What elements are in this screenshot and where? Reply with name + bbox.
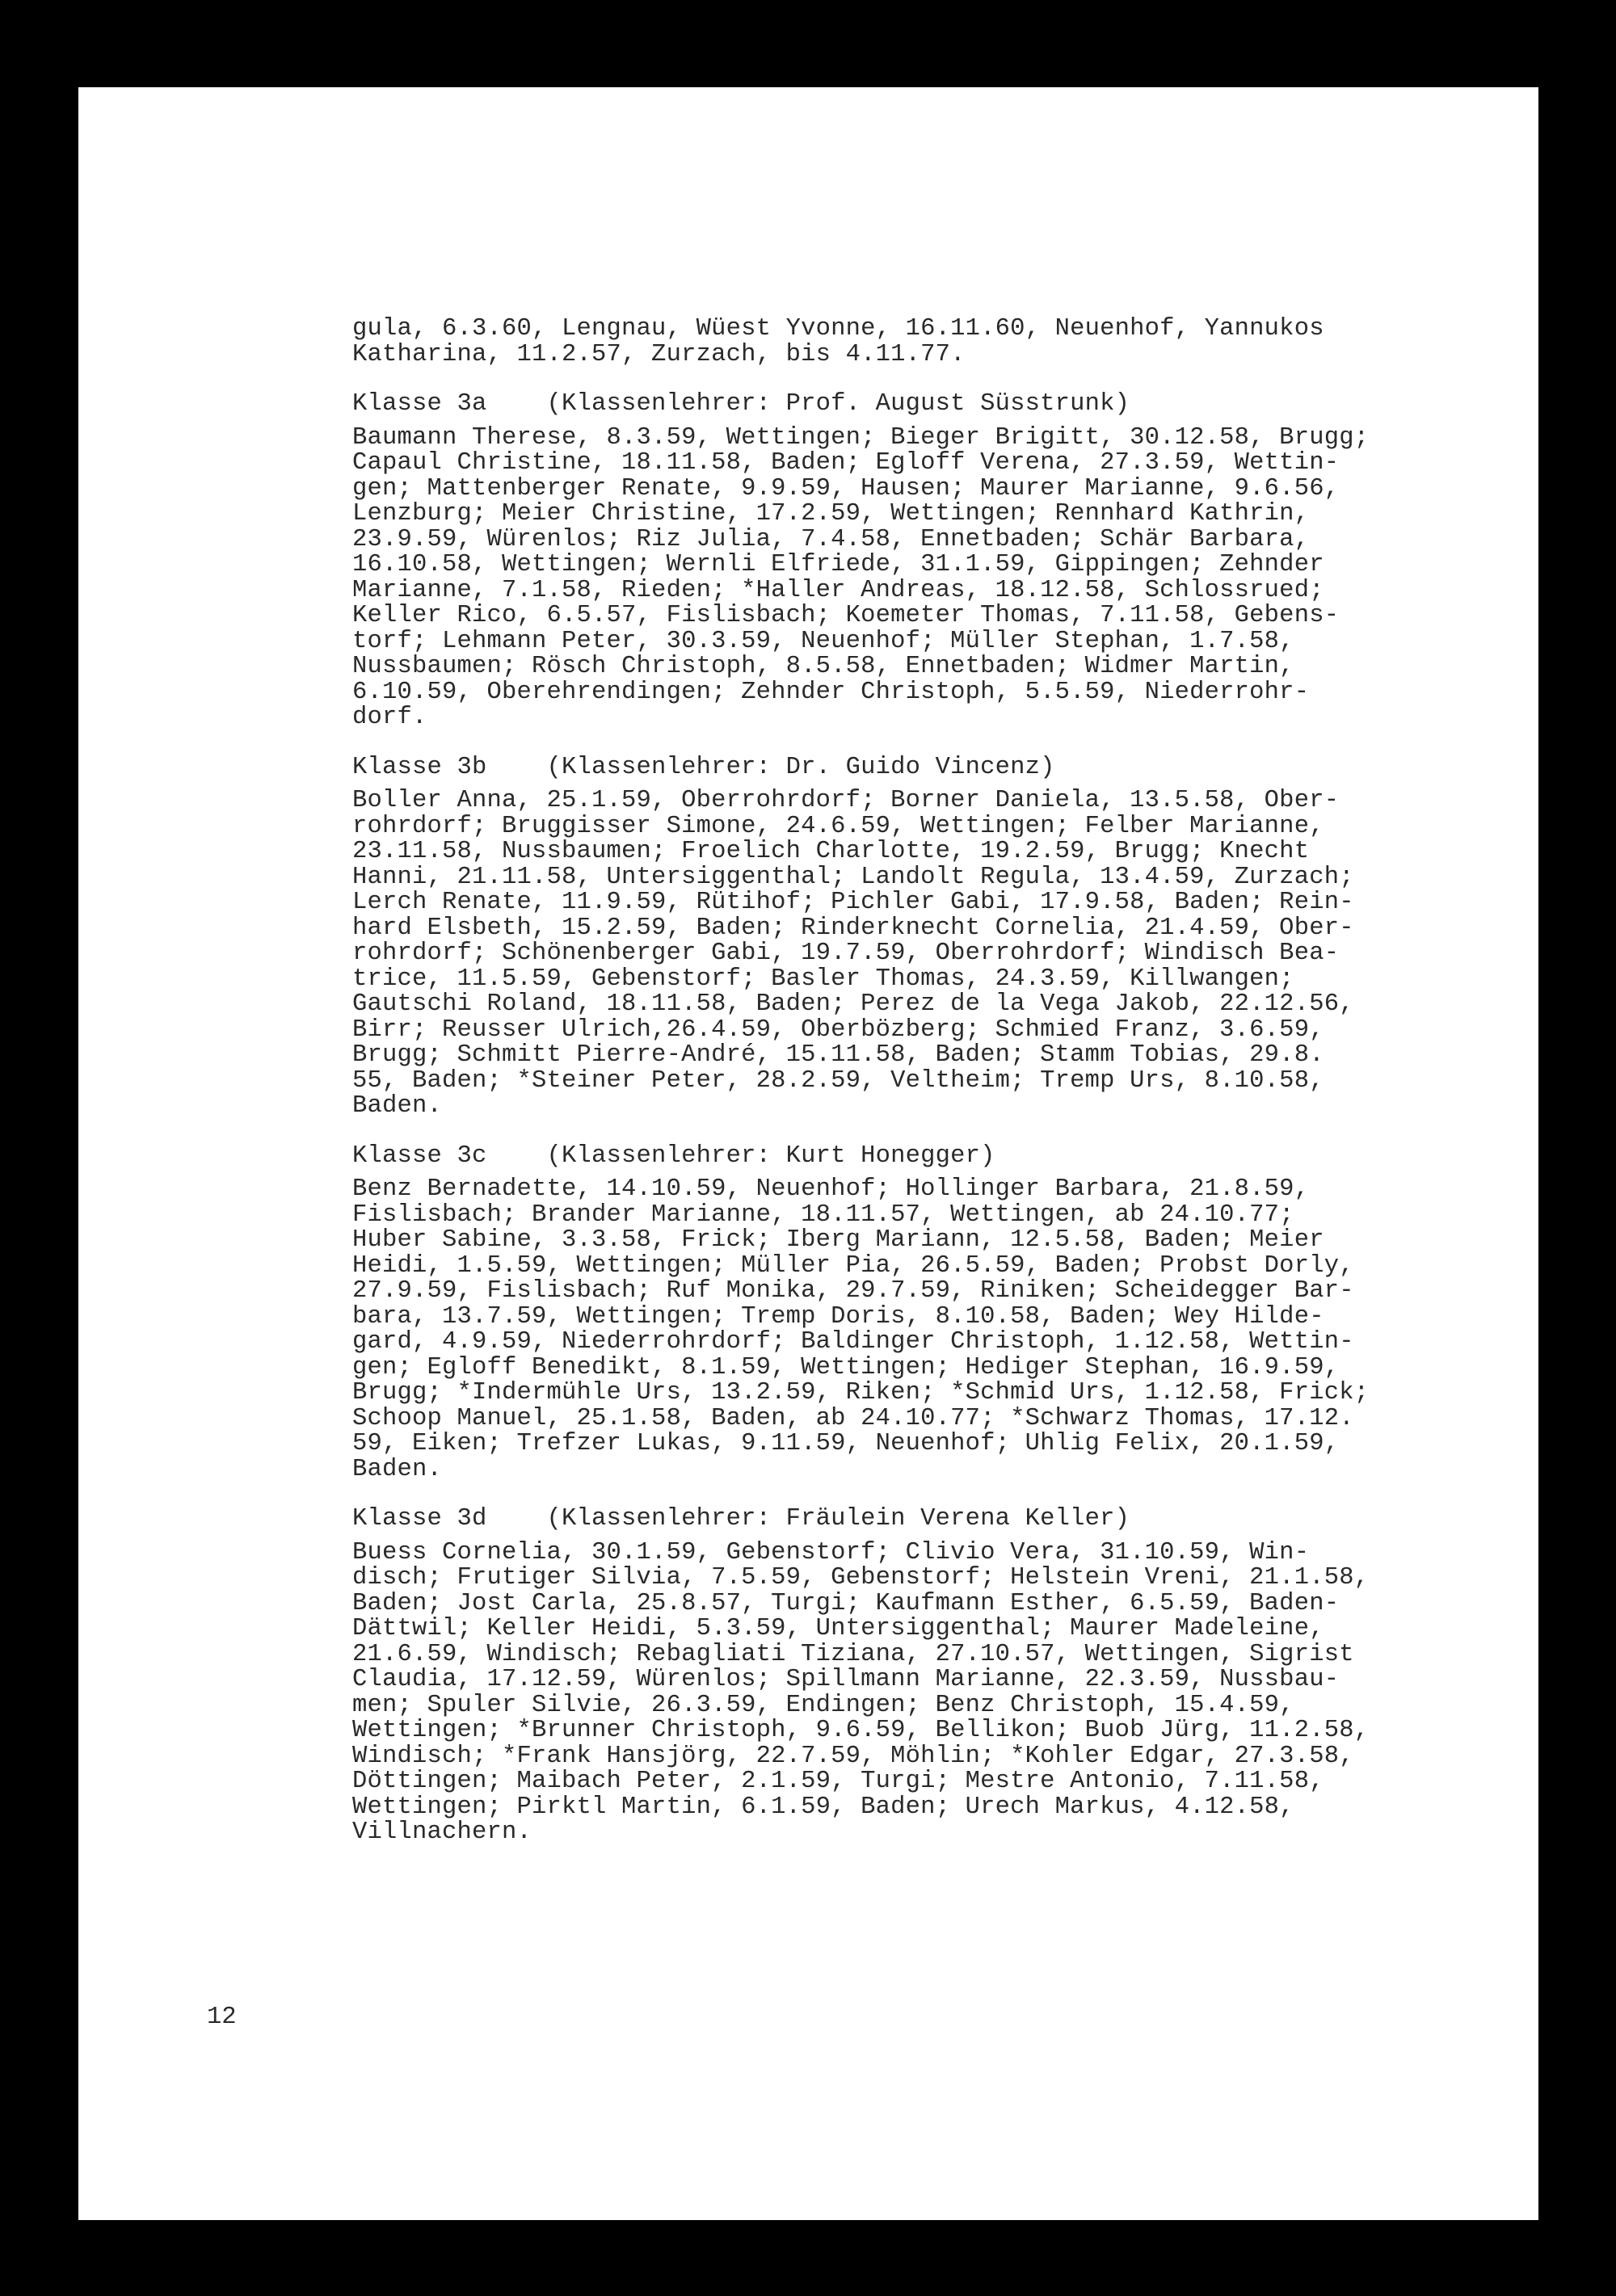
text-line: 23.11.58, Nussbaumen; Froelich Charlotte, 19.2.59, Brugg; Knecht [352,838,1310,865]
text-line: Baden; Jost Carla, 25.8.57, Turgi; Kaufmann Esther, 6.5.59, Baden- [352,1589,1340,1617]
text-line: Marianne, 7.1.58, Rieden; *Haller Andreas, 18.12.58, Schlossrued; [352,576,1324,604]
text-line: disch; Frutiger Silvia, 7.5.59, Gebenstorf; Helstein Vreni, 21.1.58, [352,1564,1370,1592]
text-line: Baden. [352,1092,443,1120]
class-heading: Klasse 3a (Klassenlehrer: Prof. August Süsstrunk) [352,390,1130,418]
text-line: trice, 11.5.59, Gebenstorf; Basler Thomas, 24.3.59, Killwangen; [352,965,1294,993]
text-line: 27.9.59, Fislisbach; Ruf Monika, 29.7.59, Riniken; Scheidegger Bar- [352,1277,1354,1305]
text-line: Wettingen; Pirktl Martin, 6.1.59, Baden; Urech Markus, 4.12.58, [352,1793,1294,1821]
text-line: 23.9.59, Würenlos; Riz Julia, 7.4.58, Ennetbaden; Schär Barbara, [352,525,1310,553]
text-line: Birr; Reusser Ulrich,26.4.59, Oberbözberg; Schmied Franz, 3.6.59, [352,1016,1324,1044]
text-line: Heidi, 1.5.59, Wettingen; Müller Pia, 26.5.59, Baden; Probst Dorly, [352,1251,1354,1280]
text-line: Fislisbach; Brander Marianne, 18.11.57, Wettingen, ab 24.10.77; [352,1201,1294,1229]
text-line: Capaul Christine, 18.11.58, Baden; Egloff Verena, 27.3.59, Wettin- [352,449,1340,477]
class-section-3d [352,1507,1411,1846]
text-line: Schoop Manuel, 25.1.58, Baden, ab 24.10.77; *Schwarz Thomas, 17.12. [352,1404,1354,1432]
text-line: 55, Baden; *Steiner Peter, 28.2.59, Veltheim; Tremp Urs, 8.10.58, [352,1066,1324,1095]
class-heading: Klasse 3c (Klassenlehrer: Kurt Honegger) [352,1142,995,1170]
text-line: Keller Rico, 6.5.57, Fislisbach; Koemeter Thomas, 7.11.58, Gebens- [352,602,1340,629]
text-line: Döttingen; Maibach Peter, 2.1.59, Turgi; Mestre Antonio, 7.11.58, [352,1768,1324,1795]
text-line: Boller Anna, 25.1.59, Oberrohrdorf; Borner Daniela, 13.5.58, Ober- [352,787,1340,814]
text-line: 21.6.59, Windisch; Rebagliati Tiziana, 27.10.57, Wettingen, Sigrist [352,1640,1354,1668]
text-line: torf; Lehmann Peter, 30.3.59, Neuenhof; Müller Stephan, 1.7.58, [352,627,1294,655]
text-line: hard Elsbeth, 15.2.59, Baden; Rinderknecht Cornelia, 21.4.59, Ober- [352,914,1354,942]
text-line: gen; Mattenberger Renate, 9.9.59, Hausen; Maurer Marianne, 9.6.56, [352,474,1340,503]
text-line: bara, 13.7.59, Wettingen; Tremp Doris, 8.10.58, Baden; Wey Hilde- [352,1302,1324,1331]
scan-border-bottom [0,2220,1616,2296]
text-line: Gautschi Roland, 18.11.58, Baden; Perez de la Vega Jakob, 22.12.56, [352,990,1354,1018]
text-line: Katharina, 11.2.57, Zurzach, bis 4.11.77. [352,340,966,368]
text-line: 59, Eiken; Trefzer Lukas, 9.11.59, Neuenhof; Uhlig Felix, 20.1.59, [352,1430,1340,1457]
text-line: rohrdorf; Schönenberger Gabi, 19.7.59, Oberrohrdorf; Windisch Bea- [352,940,1340,967]
text-line: Wettingen; *Brunner Christoph, 9.6.59, Bellikon; Buob Jürg, 11.2.58, [352,1717,1370,1744]
text-line: Villnachern. [352,1819,532,1846]
text-line: Baumann Therese, 8.3.59, Wettingen; Bieger Brigitt, 30.12.58, Brugg; [352,423,1370,452]
scan-border-left [0,0,78,2296]
text-line: Hanni, 21.11.58, Untersiggenthal; Landolt Regula, 13.4.59, Zurzach; [352,863,1354,891]
text-line: gard, 4.9.59, Niederrohrdorf; Baldinger Christoph, 1.12.58, Wettin- [352,1328,1354,1356]
page-number: 12 [207,2004,237,2031]
text-line: Buess Cornelia, 30.1.59, Gebenstorf; Clivio Vera, 31.10.59, Win- [352,1538,1310,1566]
text-line: men; Spuler Silvie, 26.3.59, Endingen; Benz Christoph, 15.4.59, [352,1691,1294,1719]
intro-paragraph [352,317,1411,368]
class-heading: Klasse 3b (Klassenlehrer: Dr. Guido Vincenz) [352,753,1055,781]
scan-border-top [0,0,1616,87]
text-line: Brugg; Schmitt Pierre-André, 15.11.58, Baden; Stamm Tobias, 29.8. [352,1041,1324,1069]
text-line: Brugg; *Indermühle Urs, 13.2.59, Riken; *Schmid Urs, 1.12.58, Frick; [352,1379,1370,1407]
text-line: dorf. [352,704,427,731]
text-line: Huber Sabine, 3.3.58, Frick; Iberg Mariann, 12.5.58, Baden; Meier [352,1226,1324,1254]
text-line: Lerch Renate, 11.9.59, Rütihof; Pichler Gabi, 17.9.58, Baden; Rein- [352,889,1354,916]
document-body [352,317,1411,1846]
text-line: Claudia, 17.12.59, Würenlos; Spillmann Marianne, 22.3.59, Nussbau- [352,1666,1340,1693]
class-section-3a [352,392,1411,731]
text-line: Baden. [352,1455,443,1483]
scan-border-right [1538,0,1616,2296]
text-line: Nussbaumen; Rösch Christoph, 8.5.58, Ennetbaden; Widmer Martin, [352,653,1294,680]
text-line: Benz Bernadette, 14.10.59, Neuenhof; Hollinger Barbara, 21.8.59, [352,1175,1310,1203]
text-line: Lenzburg; Meier Christine, 17.2.59, Wettingen; Rennhard Kathrin, [352,500,1310,528]
class-section-3b [352,755,1411,1120]
text-line: rohrdorf; Bruggisser Simone, 24.6.59, Wettingen; Felber Marianne, [352,812,1324,840]
text-line: Dättwil; Keller Heidi, 5.3.59, Untersiggenthal; Maurer Madeleine, [352,1615,1324,1642]
text-line: Windisch; *Frank Hansjörg, 22.7.59, Möhlin; *Kohler Edgar, 27.3.58, [352,1742,1354,1770]
text-line: 16.10.58, Wettingen; Wernli Elfriede, 31.1.59, Gippingen; Zehnder [352,551,1324,578]
class-section-3c [352,1144,1411,1483]
text-line: 6.10.59, Oberehrendingen; Zehnder Christoph, 5.5.59, Niederrohr- [352,678,1310,706]
text-line: gen; Egloff Benedikt, 8.1.59, Wettingen; Hediger Stephan, 16.9.59, [352,1353,1340,1381]
class-heading: Klasse 3d (Klassenlehrer: Fräulein Verena Keller) [352,1505,1130,1533]
text-line: gula, 6.3.60, Lengnau, Wüest Yvonne, 16.11.60, Neuenhof, Yannukos [352,315,1324,343]
